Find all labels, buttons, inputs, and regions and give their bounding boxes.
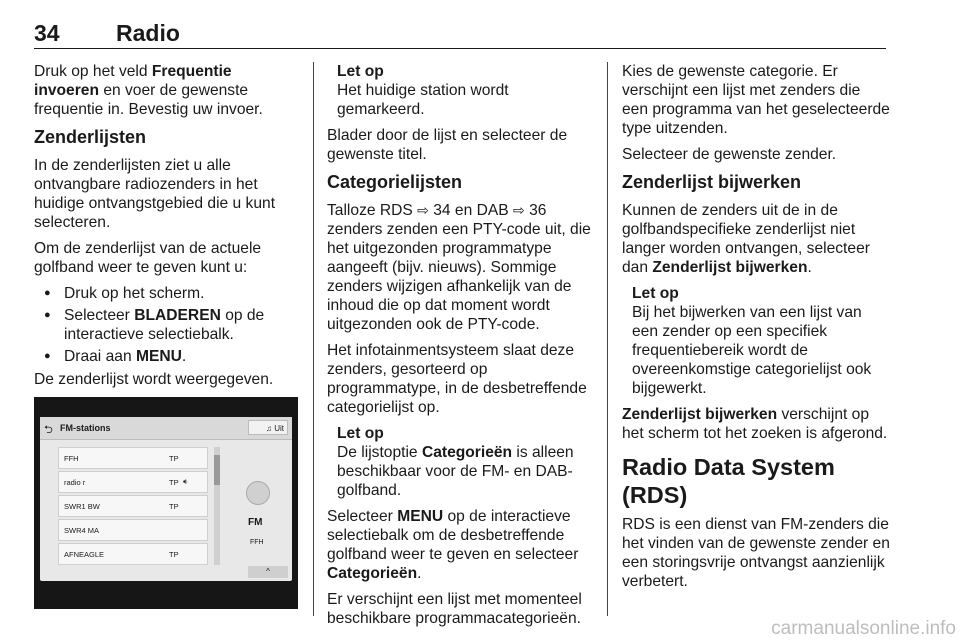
antenna-icon (246, 481, 270, 505)
station-row[interactable]: SWR1 BW TP (58, 495, 208, 517)
station-row[interactable]: AFNEAGLE TP (58, 543, 208, 565)
uit-button[interactable]: ♫ Uit (248, 420, 288, 435)
scrollbar[interactable] (214, 447, 220, 565)
screen-title-bar (40, 417, 292, 440)
paragraph: Selecteer de gewenste zender. (622, 146, 837, 163)
section-heading-zenderlijsten: Zenderlijsten (34, 127, 147, 147)
paragraph: Talloze RDS ⇨ 34 en DAB ⇨ 36 zenders zenden een PTY-code uit, die het uitgezonden programmatype aangeeft (bijv. nieuws). Sommige zenders wijzigen afhankelijk van de inhoud die op dat moment wordt uitgezonden ook de PTY-code. (327, 202, 591, 333)
column-divider (313, 62, 314, 616)
section-heading-zenderlijst-bijwerken: Zenderlijst bijwerken (622, 172, 802, 192)
paragraph: Om de zenderlijst van de actuele golfband weer te geven kunt u: (34, 240, 262, 276)
section-heading-rds: Radio Data System (RDS) (622, 454, 835, 508)
fm-stations-screen (40, 417, 292, 581)
paragraph: Het infotainmentsysteem slaat deze zenders, gesorteerd op programmatype, in de desbetreffende categorielijst op. (327, 342, 587, 416)
paragraph: De zenderlijst wordt weergegeven. (34, 371, 274, 388)
paragraph: Zenderlijst bijwerken verschijnt op het scherm tot het zoeken is afgerond. (622, 406, 888, 442)
note-title: Let op (337, 425, 384, 442)
column-2 (327, 62, 593, 635)
station-row[interactable]: FFH TP (58, 447, 208, 469)
expand-selection-bar-button[interactable]: ^ (248, 566, 288, 578)
note-box: Let op De lijstoptie Categorieën is alleen beschikbaar voor de FM- en DAB-golfband. (327, 424, 593, 500)
paragraph: Kunnen de zenders uit de in de golfbandspecifieke zenderlijst niet langer worden ontvangen, selecteer dan Zenderlijst bijwerken. (622, 202, 870, 276)
band-station-label: FFH (250, 539, 264, 546)
scrollbar-thumb[interactable] (214, 455, 220, 485)
note-box: Let op Het huidige station wordt gemarkeerd. (327, 62, 593, 119)
paragraph: In de zenderlijsten ziet u alle ontvangbare radiozenders in het huidige ontvangstgebied die u kunt selecteren. (34, 157, 276, 231)
column-3 (622, 62, 890, 598)
screen-title: FM-stations (60, 423, 111, 433)
band-label: FM (248, 517, 263, 528)
return-arrow-icon[interactable]: ⮌ (44, 424, 53, 436)
paragraph: RDS is een dienst van FM-zenders die het vinden van de gewenste zender en een storingsvrije ontvangst aanzienlijk verbetert. (622, 516, 890, 590)
page-reference-icon: ⇨ (512, 202, 525, 218)
column-divider (607, 62, 608, 616)
list-item: ● Selecteer BLADEREN op de interactieve selectiebalk. (34, 306, 296, 344)
note-box: Let op Bij het bijwerken van een lijst van een zender op een specifiek frequentiebereik wordt de overeenkomstige categorielijst ook bijgewerkt. (622, 284, 890, 398)
station-list (58, 447, 208, 567)
page-number: 34 (34, 20, 60, 46)
page-title: Radio (116, 20, 180, 46)
page-reference-icon: ⇨ (417, 202, 429, 218)
infotainment-screen-image (34, 397, 298, 609)
page-header (34, 18, 886, 49)
paragraph: Selecteer MENU op de interactieve selectiebalk om de desbetreffende golfband weer te geven en selecteer Categorieën. (327, 508, 579, 582)
speaker-icon: 🔉︎ (183, 477, 189, 486)
section-heading-categorielijsten: Categorielijsten (327, 172, 463, 192)
paragraph: Kies de gewenste categorie. Er verschijnt een lijst met zenders die een programma van het geselecteerde type uitzenden. (622, 63, 890, 137)
column-1 (34, 62, 296, 396)
note-title: Let op (632, 285, 679, 302)
station-row[interactable]: radio r TP 🔉︎ (58, 471, 208, 493)
bullet-list (34, 284, 296, 366)
paragraph: Druk op het veld Frequentie invoeren en voer de gewenste frequentie in. Bevestig uw invoer. (34, 63, 263, 118)
list-item: ● Draai aan MENU. (34, 347, 296, 366)
watermark: carmanualsonline.info (771, 618, 956, 639)
station-row[interactable]: SWR4 MA (58, 519, 208, 541)
list-item: ● Druk op het scherm. (34, 284, 296, 303)
paragraph: Blader door de lijst en selecteer de gewenste titel. (327, 127, 568, 163)
paragraph: Er verschijnt een lijst met momenteel beschikbare programmacategorieën. (327, 591, 582, 627)
note-title: Let op (337, 63, 384, 80)
